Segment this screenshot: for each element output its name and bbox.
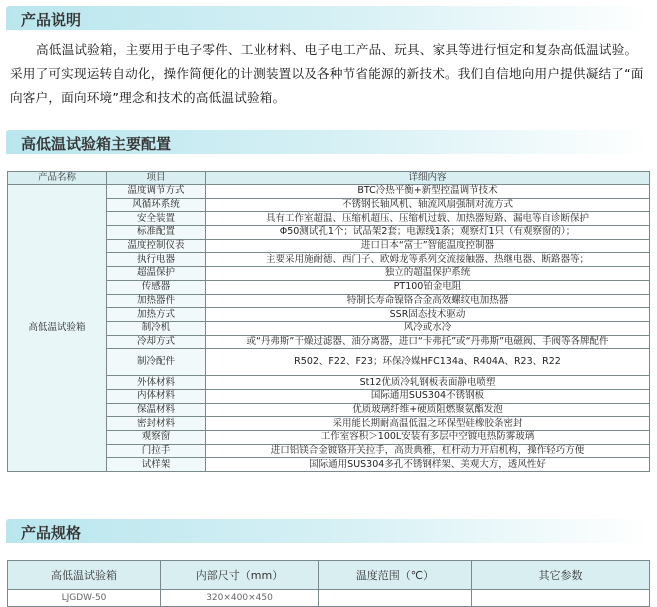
config-item: 温度调节方式 xyxy=(107,185,206,199)
config-item: 温度控制仪表 xyxy=(107,239,206,253)
config-header-item: 项目 xyxy=(107,172,206,185)
config-table xyxy=(7,171,650,472)
spec-table xyxy=(7,560,650,607)
section-header-description xyxy=(6,6,651,30)
spec-header-other: 其它参数 xyxy=(472,561,650,590)
config-item: 制冷配件 xyxy=(107,349,206,376)
config-item: 超温保护 xyxy=(107,267,206,281)
config-detail: 进口铝镁合金镀铬开关拉手，高贵典雅，杠杆动力开启机构，操作轻巧方便 xyxy=(206,444,650,458)
config-detail: Φ50测试孔1个；试品架2套；电源线1条；观察灯1只（有观察窗的）； xyxy=(206,226,650,240)
config-detail: 或“丹弗斯”干燥过滤器、油分离器，进口“卡弗托”或“丹弗斯”电磁阀、手阀等各牌配件 xyxy=(206,335,650,349)
config-item: 传感器 xyxy=(107,280,206,294)
config-item: 冷却方式 xyxy=(107,335,206,349)
spec-cell-other xyxy=(472,590,650,607)
config-detail: 风冷或水冷 xyxy=(206,321,650,335)
config-item: 密封材料 xyxy=(107,417,206,431)
config-item: 执行电器 xyxy=(107,253,206,267)
spec-header-temp: 温度范围（℃） xyxy=(319,561,472,590)
config-body xyxy=(8,185,650,472)
config-detail: 优质玻璃纤维+硬质阻燃聚氨酯发泡 xyxy=(206,403,650,417)
section-title-spec: 产品规格 xyxy=(21,524,82,542)
section-header-spec xyxy=(6,519,651,543)
config-detail: R502、F22、F23；环保冷媒HFC134a、R404A、R23、R22 xyxy=(206,349,650,376)
spec-cell-size: 320×400×450 xyxy=(161,590,319,607)
config-detail: 采用能长期耐高温低温之环保型硅橡胶条密封 xyxy=(206,417,650,431)
config-item: 外体材料 xyxy=(107,376,206,390)
config-item: 加热器件 xyxy=(107,294,206,308)
config-detail: 特制长寿命镍铬合金高效螺纹电加热器 xyxy=(206,294,650,308)
spec-row xyxy=(8,590,650,607)
config-detail: 主要采用施耐德、西门子、欧姆龙等系列交流接触器、热继电器、断路器等； xyxy=(206,253,650,267)
config-item: 加热方式 xyxy=(107,308,206,322)
config-detail: BTC冷热平衡+新型控温调节技术 xyxy=(206,185,650,199)
section-title-description: 产品说明 xyxy=(21,11,82,29)
config-header-row xyxy=(8,172,650,185)
config-detail: 进口日本“富士”智能温度控制器 xyxy=(206,239,650,253)
section-title-config: 高低温试验箱主要配置 xyxy=(21,135,172,153)
config-detail: 不锈钢长轴风机、轴流风扇强制对流方式 xyxy=(206,198,650,212)
config-detail: PT100铂金电阻 xyxy=(206,280,650,294)
config-detail: 具有工作室超温、压缩机超压、压缩机过载、加热器短路、漏电等自诊断保护 xyxy=(206,212,650,226)
spec-header-model: 高低温试验箱 xyxy=(8,561,161,590)
product-description: 高低温试验箱，主要用于电子零件、工业材料、电子电工产品、玩具、家具等进行恒定和复杂高低温试验。采用了可实现运转自动化，操作简便化的计测装置以及各种节省能源的新技术。我们自信地向用户提供凝结了“面向客户，面向环境”理念和技术的高低温试验箱。 xyxy=(10,42,644,105)
config-item: 试样架 xyxy=(107,458,206,472)
config-item: 标准配置 xyxy=(107,226,206,240)
config-item: 门拉手 xyxy=(107,444,206,458)
section-header-config xyxy=(6,130,651,154)
config-detail: 国际通用SUS304多孔不锈钢样架、美观大方，透风性好 xyxy=(206,458,650,472)
spec-header-size: 内部尺寸（mm） xyxy=(161,561,319,590)
config-detail: 国际通用SUS304不锈钢板 xyxy=(206,389,650,403)
config-row xyxy=(8,185,650,199)
config-product-name: 高低温试验箱 xyxy=(8,185,107,472)
config-detail: 独立的超温保护系统 xyxy=(206,267,650,281)
spec-cell-model: LJGDW-50 xyxy=(8,590,161,607)
config-detail: 工作室容积＞100L安装有多层中空镀电热防雾玻璃 xyxy=(206,431,650,445)
config-item: 观察窗 xyxy=(107,431,206,445)
config-item: 内体材料 xyxy=(107,389,206,403)
spec-cell-temp xyxy=(319,590,472,607)
config-item: 风循环系统 xyxy=(107,198,206,212)
config-detail: SSR固态技术驱动 xyxy=(206,308,650,322)
config-item: 保温材料 xyxy=(107,403,206,417)
spec-header-row xyxy=(8,561,650,590)
config-item: 制冷机 xyxy=(107,321,206,335)
config-header-product: 产品名称 xyxy=(8,172,107,185)
config-item: 安全装置 xyxy=(107,212,206,226)
config-header-detail: 详细内容 xyxy=(206,172,650,185)
config-detail: St12优质冷轧钢板表面静电喷塑 xyxy=(206,376,650,390)
